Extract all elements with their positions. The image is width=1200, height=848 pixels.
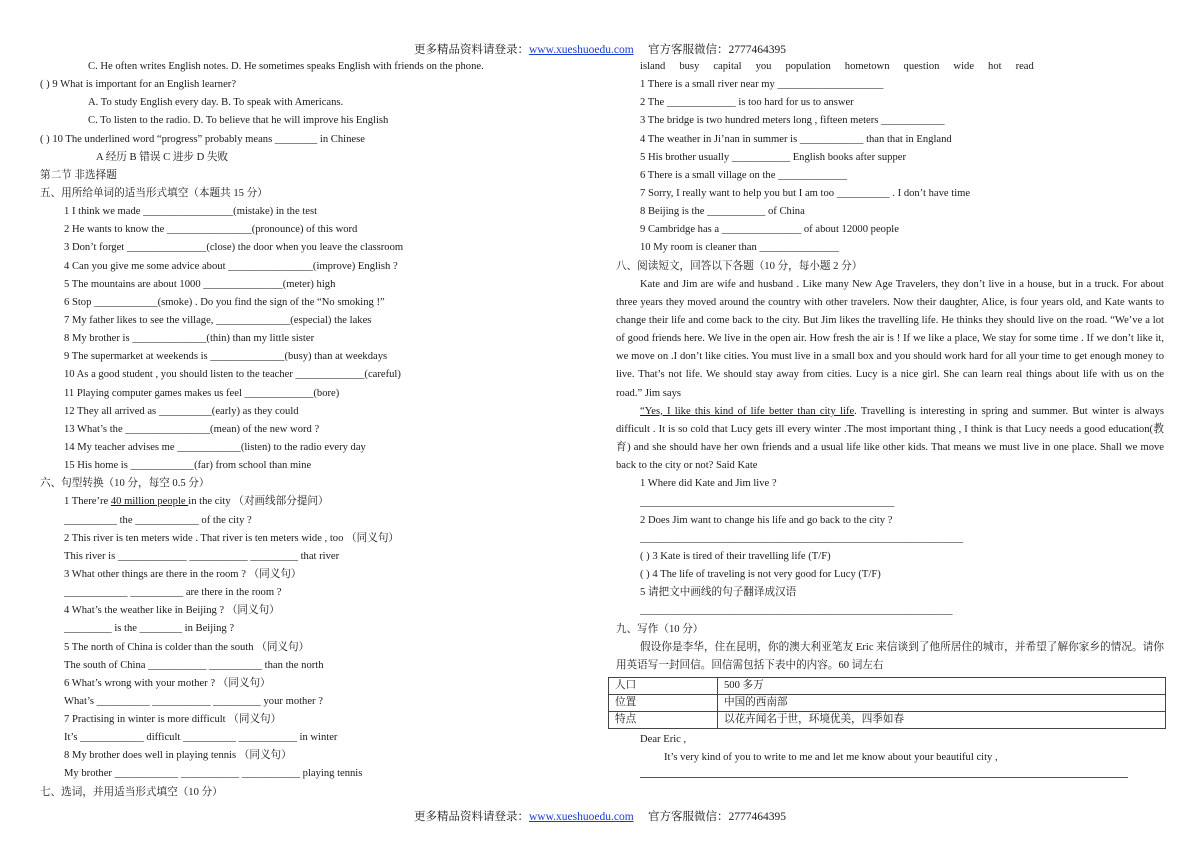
fill-in-item: 10 My room is cleaner than _______________ (640, 242, 839, 254)
reading-title: 八、阅读短文，回答以下各题（10 分，每小题 2 分） (616, 260, 863, 272)
left-line: 8 My brother is ______________(thin) than my little sister (64, 333, 315, 345)
word-bank-item: question (903, 61, 940, 72)
left-line: C. To listen to the radio. D. To believe that he will improve his English (88, 115, 389, 127)
word-bank-item: island (640, 61, 666, 72)
header-suffix: 官方客服微信：2777464395 (648, 44, 787, 56)
left-line: 5 The north of China is colder than the south （同义句） (64, 641, 310, 653)
left-line: _________ is the ________ in Beijing ? (64, 623, 235, 635)
left-line: 8 My brother does well in playing tennis （同义句） (64, 750, 292, 762)
left-line: 第二节 非选择题 (40, 169, 117, 181)
question-2: 2 Does Jim want to change his life and go back to the city ? (640, 514, 893, 526)
question-1: 1 Where did Kate and Jim live ? (640, 478, 777, 490)
word-bank (616, 58, 1164, 76)
left-line: 7 My father likes to see the village, ______________(especial) the lakes (64, 314, 372, 326)
left-line: 3 What other things are there in the room ? （同义句） (64, 568, 302, 580)
left-line: 2 This river is ten meters wide . That river is ten meters wide , too （同义句） (64, 532, 400, 544)
footer-link[interactable]: www.xueshuoedu.com (528, 811, 634, 823)
table-row: 位置 中国的西南部 (609, 694, 1166, 711)
left-line: ____________ __________ are there in the room ? (64, 587, 282, 599)
info-table (608, 677, 1166, 729)
word-bank-item: you (755, 61, 772, 72)
left-line: 7 Practising in winter is more difficult （同义句） (64, 714, 282, 726)
table-row: 人口 500 多万 (609, 677, 1166, 694)
answer-line-5[interactable]: ___________________________________________________________ (640, 605, 953, 617)
fill-in-item: 2 The _____________ is too hard for us to answer (640, 97, 854, 109)
fill-in-item: 5 His brother usually ___________ English books after supper (640, 151, 906, 163)
word-bank-item: capital (713, 61, 742, 72)
word-bank-item: hot (988, 61, 1002, 72)
fill-in-item: 3 The bridge is two hundred meters long , fifteen meters ____________ (640, 115, 945, 127)
left-line: 1 I think we made _________________(mistake) in the test (64, 206, 318, 218)
left-line: This river is _____________ ___________ _________ that river (64, 550, 340, 562)
left-line: The south of China ___________ __________ than the north (64, 659, 324, 671)
left-line: __________ the ____________ of the city ? (64, 514, 252, 526)
left-line: 9 The supermarket at weekends is ______________(busy) than at weekdays (64, 351, 388, 363)
left-line: A. To study English every day. B. To speak with Americans. (88, 97, 344, 109)
question-3: ( ) 3 Kate is tired of their travelling life (T/F) (640, 550, 831, 562)
passage-2-rest: . Travelling is interesting in spring and summer. But winter is always difficult . It is so cold that Lucy gets ill every winter .The most important thing , I think is that Lucy needs a good education(教育) and she should have her own friends and a usual life like other kids. That means we must live in one place. Shall we move back to the city or not? Said Kate (616, 405, 1164, 472)
table-row: 特点 以花卉闻名于世，环境优美，四季如春 (609, 711, 1166, 728)
footer-suffix: 官方客服微信：2777464395 (648, 811, 787, 823)
left-line: 2 He wants to know the ________________(pronounce) of this word (64, 224, 358, 236)
header-link[interactable]: www.xueshuoedu.com (528, 44, 634, 56)
reading-passage-1: Kate and Jim are wife and husband . Like many New Age Travelers, they don’t live in a house, but in a truck. For about three years they moved around the country with other travelers. Now their daughter, Alice, is four years old, and Kate wants to change their life and come back to the city. But Jim likes the travelling life. He thinks they should live on the road. “We’ve a lot of good friends here. We live in the open air. How fresh the air is ! If we like a place, We stay for some time . If we don’t like it, we move on .I don’t like cities. You must live in a small box and you should work hard for all your time to get enough money to live. That’s not life. We should stay away from cities. Lucy is a nice girl. She can learn real things about life with us on the road.” Jim says (616, 278, 1164, 399)
left-line: My brother ____________ ___________ ___________ playing tennis (64, 768, 363, 780)
word-bank-item: population (785, 61, 831, 72)
answer-line-1[interactable]: ________________________________________________ (640, 496, 895, 508)
left-line: 4 What’s the weather like in Beijing ? （同义句） (64, 605, 280, 617)
header-prefix: 更多精品资料请登录： (413, 44, 529, 56)
left-line: 5 The mountains are about 1000 _______________(meter) high (64, 278, 336, 290)
letter-opening: It’s very kind of you to write to me and let me know about your beautiful city , (664, 752, 998, 764)
word-bank-item: wide (953, 61, 975, 72)
left-line: 1 There’re 40 million people in the city （对画线部分提问） (64, 496, 329, 508)
fill-in-list (616, 76, 1164, 257)
left-line: 13 What’s the ________________(mean) of the new word ? (64, 423, 320, 435)
underlined-phrase: 40 million people (110, 496, 189, 508)
left-line: ( ) 10 The underlined word “progress” probably means ________ in Chinese (40, 133, 365, 145)
left-line: 六、句型转换（10 分，每空 0.5 分） (40, 478, 210, 490)
fill-in-item: 1 There is a small river near my ____________________ (640, 79, 884, 91)
letter-greeting: Dear Eric , (640, 733, 687, 745)
left-line: 6 What’s wrong with your mother ? （同义句） (64, 677, 271, 689)
left-line: 五、用所给单词的适当形式填空（本题共 15 分） (40, 187, 268, 199)
left-line: ( ) 9 What is important for an English learner? (40, 79, 237, 91)
left-line: 11 Playing computer games makes us feel _____________(bore) (64, 387, 340, 399)
page-header (0, 41, 1200, 57)
fill-in-item: 8 Beijing is the ___________ of China (640, 206, 805, 218)
writing-line[interactable] (640, 767, 1128, 778)
left-line: It’s ____________ difficult __________ ___________ in winter (64, 732, 338, 744)
left-line: 3 Don’t forget _______________(close) the door when you leave the classroom (64, 242, 404, 254)
right-column (616, 58, 1164, 778)
writing-prompt: 假设你是李华，住在昆明，你的澳大利亚笔友 Eric 来信谈到了他所居住的城市，并希望了解你家乡的情况。请你用英语写一封回信。回信需包括下表中的内容。60 词左右 (616, 641, 1164, 671)
answer-line-2[interactable]: _____________________________________________________________ (640, 532, 964, 544)
word-bank-item: hometown (844, 61, 890, 72)
left-line: C. He often writes English notes. D. He sometimes speaks English with friends on the phone. (88, 61, 484, 72)
fill-in-item: 7 Sorry, I really want to help you but I am too __________ . I don’t have time (640, 187, 971, 199)
left-line: 6 Stop ____________(smoke) . Do you find the sign of the “No smoking !” (64, 296, 385, 308)
writing-title: 九、写作（10 分） (616, 623, 704, 635)
reading-passage-2 (616, 403, 1164, 476)
left-line: 4 Can you give me some advice about ________________(improve) English ? (64, 260, 398, 272)
left-line: 14 My teacher advises me ____________(listen) to the radio every day (64, 441, 366, 453)
fill-in-item: 6 There is a small village on the _____________ (640, 169, 847, 181)
fill-in-item: 4 The weather in Ji’nan in summer is ____________ than that in England (640, 133, 952, 145)
word-bank-item: busy (679, 61, 700, 72)
fill-in-item: 9 Cambridge has a _______________ of about 12000 people (640, 224, 899, 236)
left-line: 10 As a good student , you should listen to the teacher _____________(careful) (64, 369, 401, 381)
question-4: ( ) 4 The life of traveling is not very good for Lucy (T/F) (640, 569, 881, 581)
left-column (40, 58, 600, 802)
question-5: 5 请把文中画线的句子翻译成汉语 (640, 587, 797, 599)
left-line: 七、选词，并用适当形式填空（10 分） (40, 786, 223, 798)
page-footer (0, 808, 1200, 824)
left-line: A 经历 B 错误 C 进步 D 失败 (96, 151, 229, 163)
word-bank-item: read (1015, 61, 1034, 72)
underlined-sentence: “Yes, I like this kind of life better than city life (640, 405, 855, 417)
left-line: 15 His home is ____________(far) from school than mine (64, 460, 312, 472)
left-line: 12 They all arrived as __________(early) as they could (64, 405, 299, 417)
footer-prefix: 更多精品资料请登录： (413, 811, 529, 823)
left-line: What’s __________ ___________ _________ your mother ? (64, 695, 323, 707)
